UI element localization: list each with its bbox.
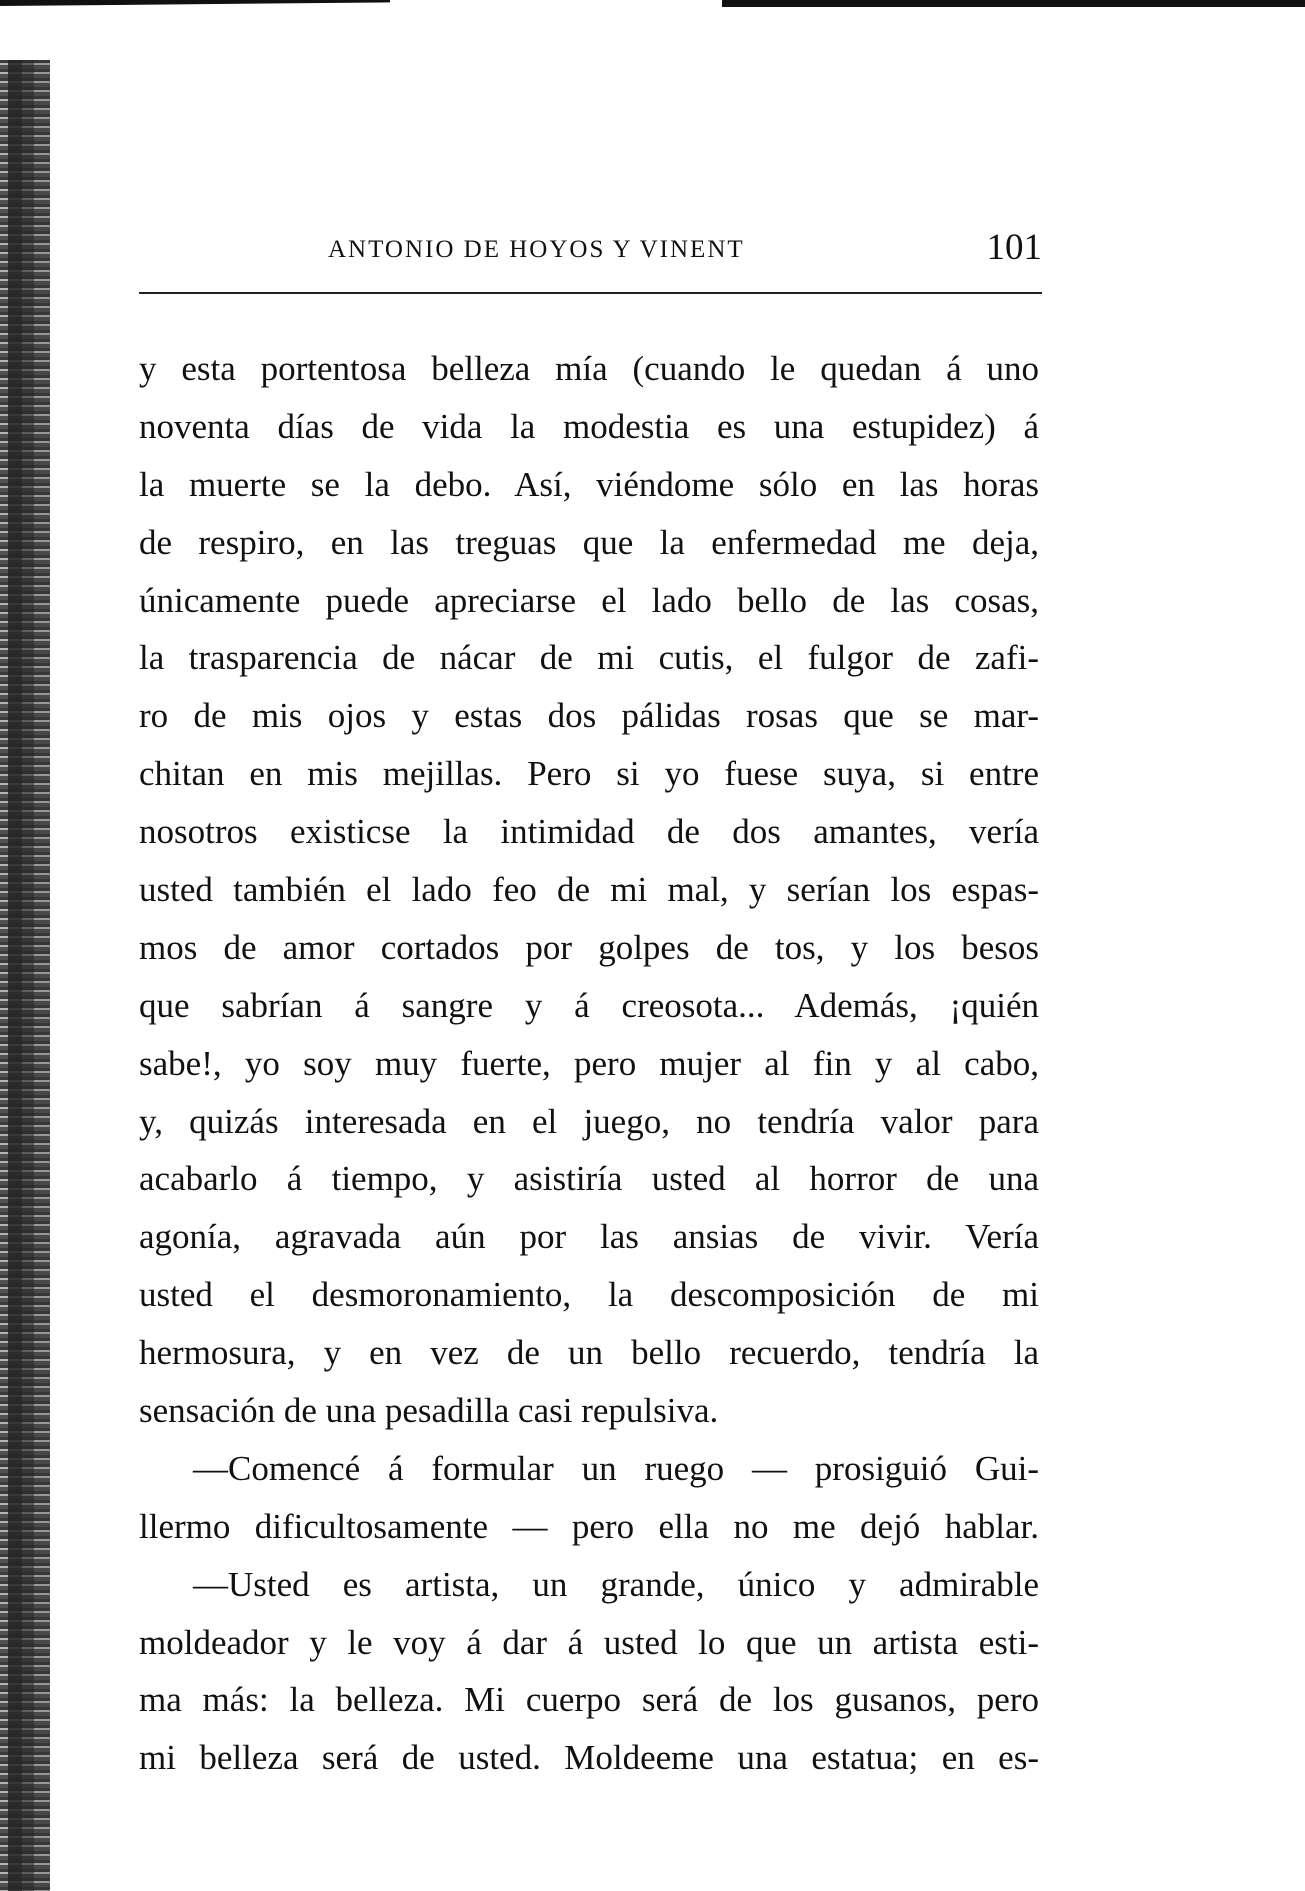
page-header — [139, 226, 1042, 276]
text-line-paragraph-end: sensación de una pesadilla casi repulsiva. — [139, 1391, 719, 1431]
text-line: moldeador y le voy á dar á usted lo que un artista esti- — [139, 1622, 1039, 1662]
text-line: ma más: la belleza. Mi cuerpo será de los gusanos, pero — [139, 1680, 1039, 1720]
text-line: sabe!, yo soy muy fuerte, pero mujer al fin y al cabo, — [139, 1043, 1039, 1083]
scan-top-border-right — [722, 0, 1305, 7]
page-number: 101 — [986, 227, 1042, 268]
text-line: chitan en mis mejillas. Pero si yo fuese suya, si entre — [139, 754, 1039, 794]
text-line-paragraph-start: —Usted es artista, un grande, único y admirable — [193, 1564, 1039, 1604]
header-rule — [139, 292, 1042, 294]
text-line: mos de amor cortados por golpes de tos, y los besos — [139, 927, 1039, 967]
running-title: ANTONIO DE HOYOS Y VINENT — [328, 236, 745, 263]
body-text — [139, 345, 1039, 1792]
text-line: noventa días de vida la modestia es una estupidez) á — [139, 406, 1039, 446]
text-line: usted el desmoronamiento, la descomposición de mi — [139, 1275, 1039, 1315]
text-line: mi belleza será de usted. Moldeeme una estatua; en es- — [139, 1738, 1039, 1778]
text-line: y, quizás interesada en el juego, no tendría valor para — [139, 1101, 1039, 1141]
scan-top-border-left — [0, 0, 390, 6]
text-line: agonía, agravada aún por las ansias de vivir. Vería — [139, 1217, 1039, 1257]
text-line-paragraph-start: —Comencé á formular un ruego — prosiguió Gui- — [193, 1448, 1039, 1488]
text-line: ro de mis ojos y estas dos pálidas rosas que se mar- — [139, 696, 1039, 736]
scan-binding-edge — [0, 60, 50, 1891]
text-line: únicamente puede apreciarse el lado bello de las cosas, — [139, 580, 1039, 620]
text-line: de respiro, en las treguas que la enfermedad me deja, — [139, 522, 1039, 562]
text-line: hermosura, y en vez de un bello recuerdo, tendría la — [139, 1333, 1039, 1373]
text-line: acabarlo á tiempo, y asistiría usted al horror de una — [139, 1159, 1039, 1199]
text-line: que sabrían á sangre y á creosota... Además, ¡quién — [139, 985, 1039, 1025]
text-line: la trasparencia de nácar de mi cutis, el fulgor de zafi- — [139, 638, 1039, 678]
text-line: nosotros existicse la intimidad de dos amantes, vería — [139, 812, 1039, 852]
text-line: llermo dificultosamente — pero ella no me dejó hablar. — [139, 1506, 1039, 1546]
text-line: la muerte se la debo. Así, viéndome sólo en las horas — [139, 464, 1039, 504]
text-line: usted también el lado feo de mi mal, y serían los espas- — [139, 870, 1039, 910]
text-line: y esta portentosa belleza mía (cuando le quedan á uno — [139, 349, 1039, 388]
